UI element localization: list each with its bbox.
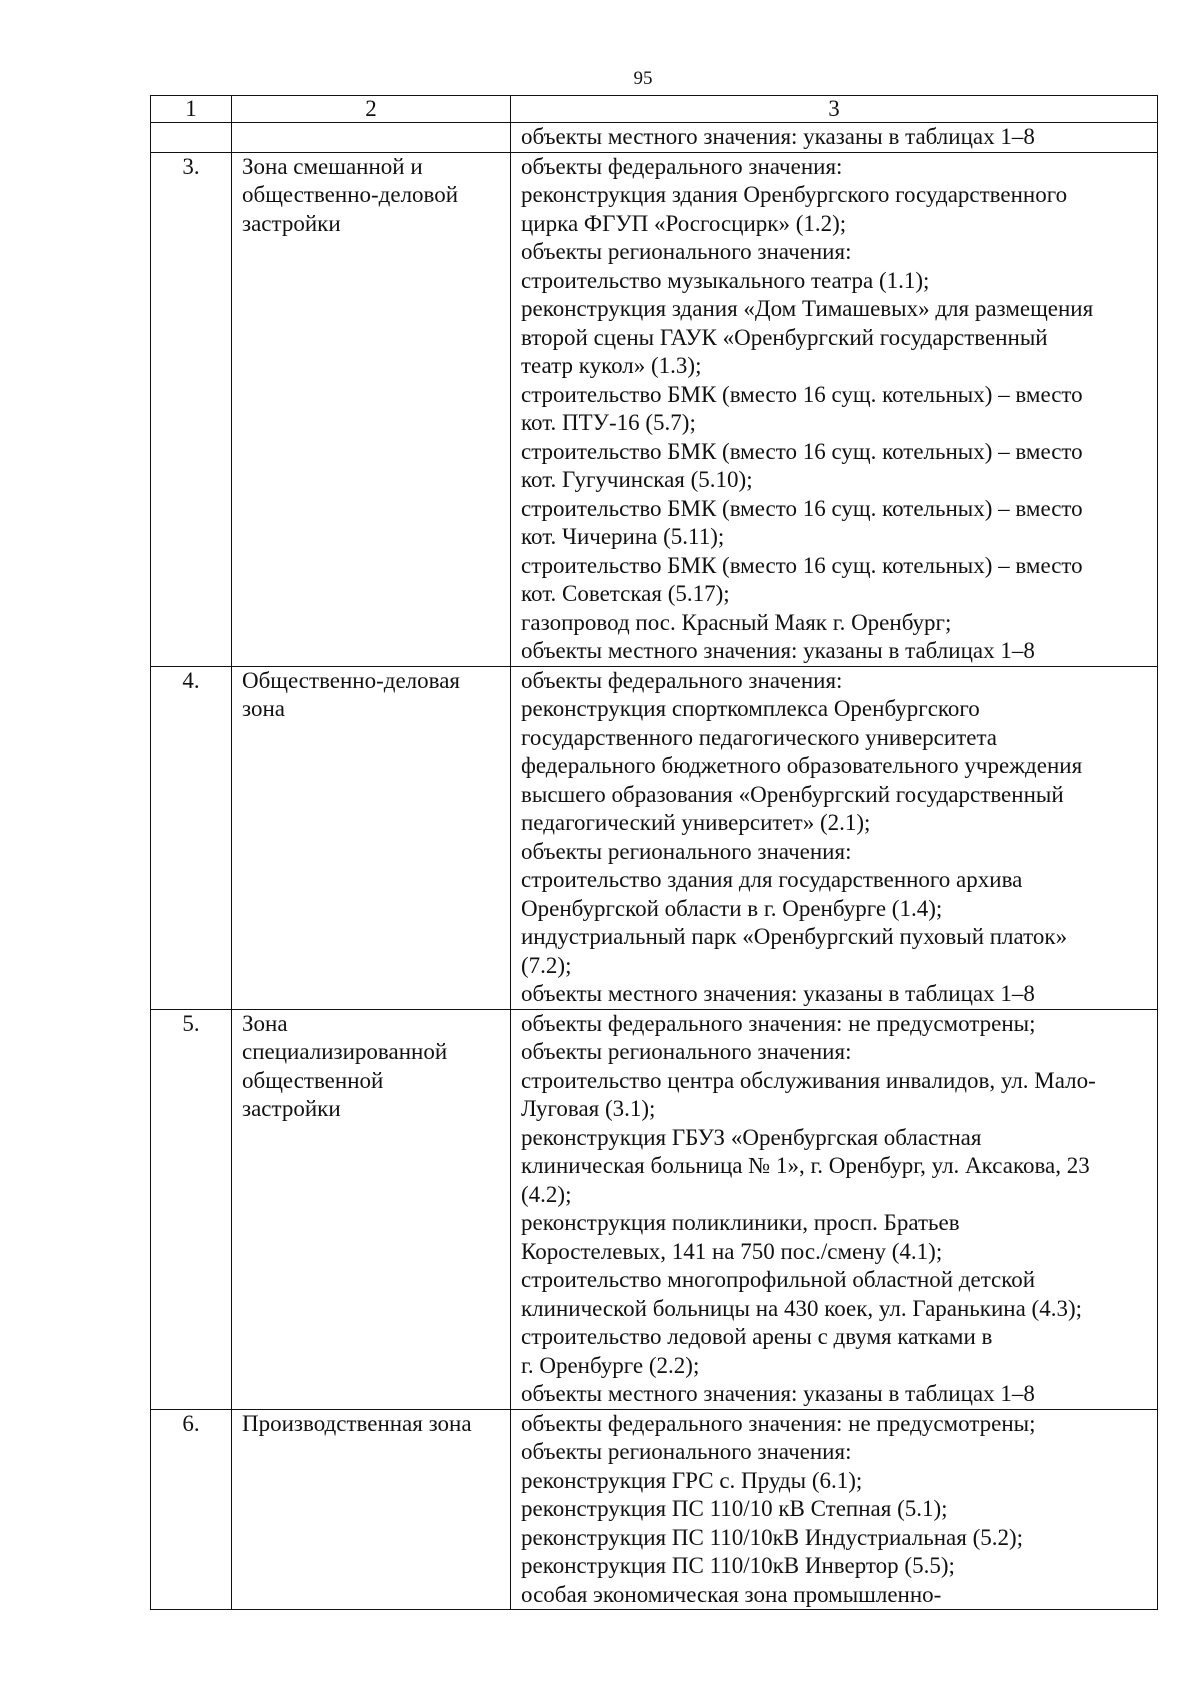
text-line: строительство БМК (вместо 16 сущ. котельных) – вместо <box>521 381 1083 407</box>
table-row <box>151 666 1158 1009</box>
text-line: (4.2); <box>521 1181 572 1207</box>
text-line: объекты регионального значения: <box>521 239 852 264</box>
text-line: клиническая больница № 1», г. Оренбург, ул. Аксакова, 23 <box>521 1153 1090 1178</box>
column-header-1: 1 <box>151 96 232 123</box>
text-line: педагогический университет» (2.1); <box>521 810 871 835</box>
text-line: высшего образования «Оренбургский государственный <box>521 781 1064 807</box>
text-line: реконструкция ПС 110/10кВ Инвертор (5.5); <box>521 1553 955 1578</box>
text-line: объекты федерального значения: <box>521 667 843 693</box>
zone-name <box>232 123 511 153</box>
text-line: реконструкция поликлиники, просп. Братьев <box>521 1210 960 1235</box>
text-line: Зона <box>242 1010 288 1036</box>
text-line: строительство БМК (вместо 16 сущ. котельных) – вместо <box>521 495 1083 521</box>
text-line: объекты местного значения: указаны в таблицах 1–8 <box>521 124 1035 149</box>
zone-objects <box>511 1009 1158 1409</box>
column-header-2: 2 <box>232 96 511 123</box>
text-line: кот. Гугучинская (5.10); <box>521 467 753 492</box>
text-line: Коростелевых, 141 на 750 пос./смену (4.1); <box>521 1238 943 1264</box>
row-number <box>151 123 232 153</box>
text-line: застройки <box>242 1096 341 1121</box>
text-line: Луговая (3.1); <box>521 1096 656 1121</box>
text-line: объекты регионального значения: <box>521 1439 852 1464</box>
row-number: 3. <box>151 152 232 666</box>
table-row <box>151 1409 1158 1610</box>
text-line: Оренбургской области в г. Оренбурге (1.4); <box>521 895 943 921</box>
row-number: 4. <box>151 666 232 1009</box>
column-header-3: 3 <box>511 96 1158 123</box>
text-line: объекты регионального значения: <box>521 838 852 864</box>
text-line: объекты федерального значения: не предусмотрены; <box>521 1010 1036 1036</box>
zones-table <box>150 95 1158 1610</box>
text-line: кот. Советская (5.17); <box>521 581 730 606</box>
text-line: индустриальный парк «Оренбургский пуховый платок» <box>521 924 1068 949</box>
text-line: реконструкция ГБУЗ «Оренбургская областная <box>521 1124 982 1150</box>
text-line: объекты местного значения: указаны в таблицах 1–8 <box>521 981 1035 1006</box>
text-line: Зона смешанной и <box>242 153 423 179</box>
text-line: строительство БМК (вместо 16 сущ. котельных) – вместо <box>521 438 1083 464</box>
text-line: строительство многопрофильной областной детской <box>521 1267 1036 1292</box>
text-line: строительство здания для государственного архива <box>521 867 1023 892</box>
text-line: застройки <box>242 210 341 236</box>
text-line: реконструкция здания Оренбургского государственного <box>521 182 1068 207</box>
text-line: реконструкция ПС 110/10кВ Индустриальная (5.2); <box>521 1524 1024 1550</box>
row-number: 5. <box>151 1009 232 1409</box>
zone-name <box>232 1409 511 1610</box>
table-header-row <box>151 96 1158 123</box>
text-line: объекты регионального значения: <box>521 1039 852 1064</box>
text-line: объекты местного значения: указаны в таблицах 1–8 <box>521 1381 1035 1406</box>
text-line: объекты федерального значения: <box>521 153 843 179</box>
text-line: строительство музыкального театра (1.1); <box>521 267 930 293</box>
zone-name <box>232 152 511 666</box>
text-line: цирка ФГУП «Росгосцирк» (1.2); <box>521 210 847 236</box>
zone-objects <box>511 666 1158 1009</box>
page-number: 95 <box>633 68 653 89</box>
text-line: (7.2); <box>521 952 572 978</box>
text-line: реконструкция ГРС с. Пруды (6.1); <box>521 1467 863 1493</box>
text-line: реконструкция здания «Дом Тимашевых» для размещения <box>521 296 1094 321</box>
text-line: реконструкция ПС 110/10 кВ Степная (5.1); <box>521 1496 948 1521</box>
text-line: г. Оренбурге (2.2); <box>521 1352 700 1378</box>
zone-name <box>232 1009 511 1409</box>
zone-objects <box>511 123 1158 153</box>
text-line: второй сцены ГАУК «Оренбургский государственный <box>521 324 1048 350</box>
text-line: реконструкция спорткомплекса Оренбургского <box>521 696 980 721</box>
text-line: Общественно-деловая <box>242 667 461 693</box>
table-row <box>151 1009 1158 1409</box>
text-line: специализированной <box>242 1039 448 1064</box>
text-line: кот. Чичерина (5.11); <box>521 524 725 549</box>
table-row <box>151 152 1158 666</box>
text-line: общественно-деловой <box>242 182 459 207</box>
zone-name <box>232 666 511 1009</box>
text-line: театр кукол» (1.3); <box>521 353 702 378</box>
text-line: федерального бюджетного образовательного учреждения <box>521 753 1083 778</box>
text-line: строительство центра обслуживания инвалидов, ул. Мало- <box>521 1067 1096 1093</box>
text-line: общественной <box>242 1067 384 1093</box>
text-line: государственного педагогического университета <box>521 724 997 750</box>
text-line: газопровод пос. Красный Маяк г. Оренбург; <box>521 609 952 635</box>
text-line: строительство ледовой арены с двумя катками в <box>521 1324 993 1349</box>
text-line: зона <box>242 696 285 721</box>
text-line: строительство БМК (вместо 16 сущ. котельных) – вместо <box>521 552 1083 578</box>
table-row <box>151 123 1158 153</box>
text-line: кот. ПТУ-16 (5.7); <box>521 410 696 435</box>
text-line: клинической больницы на 430 коек, ул. Гаранькина (4.3); <box>521 1295 1082 1321</box>
text-line: Производственная зона <box>242 1410 472 1436</box>
zone-objects <box>511 152 1158 666</box>
row-number: 6. <box>151 1409 232 1610</box>
text-line: объекты местного значения: указаны в таблицах 1–8 <box>521 638 1035 663</box>
text-line: объекты федерального значения: не предусмотрены; <box>521 1410 1036 1436</box>
text-line: особая экономическая зона промышленно- <box>521 1581 942 1607</box>
zone-objects <box>511 1409 1158 1610</box>
